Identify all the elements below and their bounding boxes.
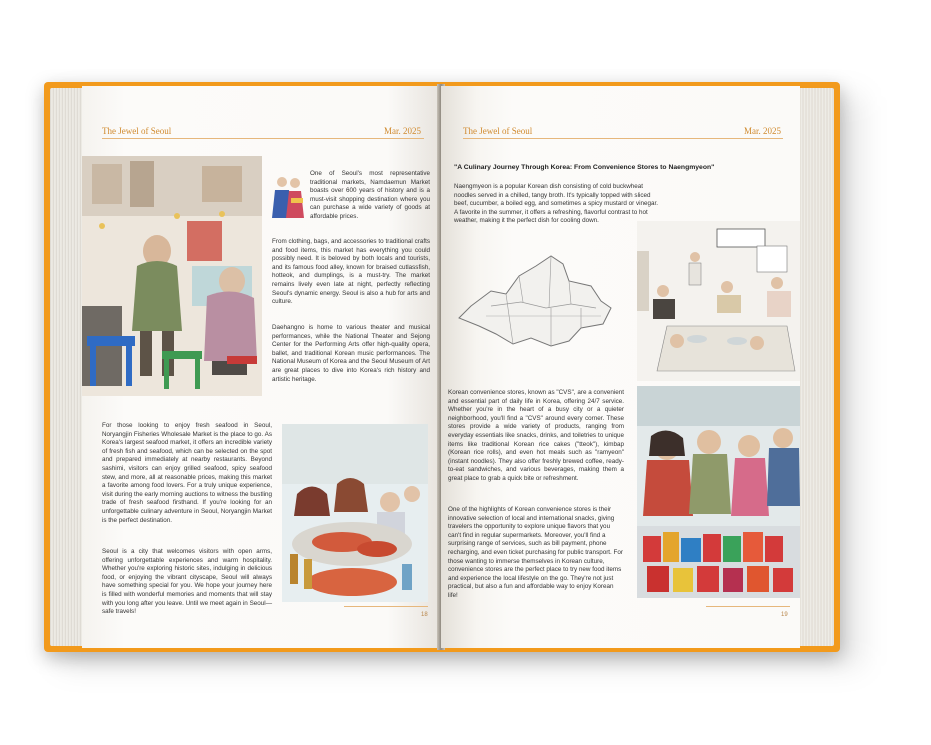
right-page-number: 19	[781, 612, 788, 618]
left-header-rule	[102, 138, 424, 139]
left-header-date: Mar. 2025	[384, 126, 421, 136]
hanbok-couple-illustration	[272, 174, 304, 222]
right-header-title: The Jewel of Seoul	[463, 126, 533, 136]
left-header-title: The Jewel of Seoul	[102, 126, 172, 136]
right-page[interactable]	[441, 86, 800, 648]
arts-body-text: Daehangno is home to various theater and musical performances, while the National Theater and Sejong Center for the Performing Arts offer high-quality opera, ballet, and traditional Korean music performances. The National Museum of Korea and the Seoul Museum of Art are great places to dive into Korea's rich history and artistic heritage.	[272, 324, 430, 383]
naengmyeon-body-text: Naengmyeon is a popular Korean dish consisting of cold buckwheat noodles served in a chilled, tangy broth. It's typically topped with sliced beef, cucumber, a boiled egg, and sometimes a spicy mustard or vinegar. A favorite in the summer, it offers a refreshing, flavorful contrast to hot weather, making it the perfect dish for cooling down.	[454, 183, 659, 225]
market-intro-text: One of Seoul's most representative traditional markets, Namdaemun Market boasts over 600 years of history and is a must-visit shopping destination where you can purchase a wide variety of goods at affordable prices.	[310, 170, 430, 220]
left-page-number-rule	[344, 606, 428, 607]
right-header-rule	[463, 138, 783, 139]
naengmyeon-restaurant-illustration	[637, 221, 800, 381]
left-page[interactable]	[82, 86, 441, 648]
page-stack-right	[800, 88, 834, 646]
convenience-store-illustration	[637, 386, 800, 598]
market-body-text: From clothing, bags, and accessories to traditional crafts and food items, this market has everything you could possibly need. It is beloved by both locals and tourists, and its famous food alley, known for braised cutlassfish, hotteok, and dumplings, is a must-try. The market remains lively even late at night, perfectly reflecting Seoul's dynamic energy. Seoul is also a hub for arts and culture.	[272, 238, 430, 306]
seafood-dinner-illustration	[282, 424, 428, 602]
article-title: "A Culinary Journey Through Korea: From Convenience Stores to Naengmyeon"	[454, 164, 715, 171]
market-vendors-illustration	[82, 156, 262, 396]
snacks-body-text: One of the highlights of Korean convenience stores is their innovative selection of local and international snacks, giving travelers the opportunity to explore unique flavors that you can't find in regular supermarkets. Moreover, you'll find a surprising range of services, such as bill payment, phone recharging, and even ticket purchasing for public transport. For those wanting to immerse themselves in Korean culture, convenience stores are the perfect place to try new food items and experience the local lifestyle on the go. They're not just practical, but also a fun and affordable way to enjoy Korean life!	[448, 506, 624, 599]
right-header-date: Mar. 2025	[744, 126, 781, 136]
cvs-body-text: Korean convenience stores, known as "CVS", are a convenient and essential part of daily life in Korea, offering 24/7 service. Whether you're in the heart of a busy city or a quieter neighborhood, you'll find a "CVS" around every corner. These stores provide a wide variety of products, ranging from everyday essentials like snacks, drinks, and toiletries to unique items like traditional Korean rice cakes ("tteok"), kimbap (Korean rice rolls), and even hot meals such as "ramyeon" (instant noodles). They also offer freshly brewed coffee, ready-to-eat sandwiches, and various beverages, making them a great place to grab a quick bite or refreshment.	[448, 389, 624, 482]
seafood-body-text: For those looking to enjoy fresh seafood in Seoul, Noryangjin Fisheries Wholesale Market is the place to go. As Korea's largest seafood market, it offers an incredible variety of fresh fish and seafood, which can be selected on the spot and prepared immediately at nearby restaurants. Beyond sashimi, visitors can enjoy grilled seafood, spicy seafood stew, and more, all at reasonable prices, making this market a favorite among food lovers. For a truly unique experience, visit during the early morning auctions to witness the bustling trade of fresh seafood firsthand. If you're looking for an unforgettable culinary adventure in Seoul, Noryangjin Market is the perfect destination.	[102, 422, 272, 524]
right-page-number-rule	[706, 606, 790, 607]
seoul-district-map	[451, 246, 631, 356]
closing-body-text: Seoul is a city that welcomes visitors with open arms, offering unforgettable experiences and warm hospitality. Whether you're exploring historic sites, indulging in delicious food, or enjoying the vibrant cityscape, Seoul will always have something special for you. We hope your journey here is filled with wonderful memories and moments that will stay with you long after you leave. Until we meet again in Seoul—safe travels!	[102, 548, 272, 616]
page-stack-left	[50, 88, 84, 646]
left-page-number: 18	[421, 612, 428, 618]
